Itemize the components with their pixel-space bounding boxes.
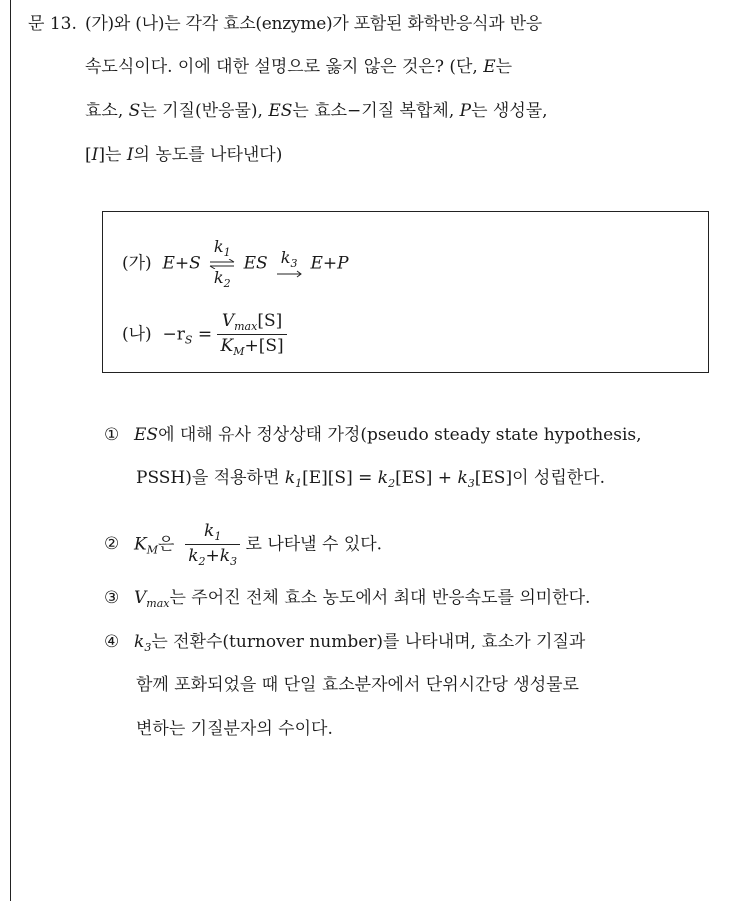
option-2[interactable]: ② $K_M$은 $\frac{k_1}{k_2+k_3}$ 로 나타낼 수 있다. — [104, 521, 383, 569]
page-margin-rule — [10, 0, 11, 901]
question-line-2: 속도식이다. 이에 대한 설명으로 옳지 않은 것은? (단, E는 — [85, 57, 513, 77]
equation-b: (나) $-r_S$ = $\frac{V_{max}[S]}{K_M+[S]}$ — [122, 310, 287, 360]
rate-fraction: $\frac{V_{max}[S]}{K_M+[S]}$ — [217, 310, 286, 360]
question-line-4: [I]는 I의 농도를 나타낸다) — [85, 145, 283, 165]
option-4-line-3: 변하는 기질분자의 수이다. — [136, 719, 333, 739]
equation-a: (가) E+S $k_1$ $k_2$ ES $k_3$ E+P — [122, 237, 349, 291]
equation-box — [102, 211, 709, 373]
forward-arrow: $k_3$ — [273, 249, 305, 278]
question-line-1: (가)와 (나)는 각각 효소(enzyme)가 포함된 화학반응식과 반응 — [85, 14, 542, 34]
question-line-3: 효소, S는 기질(반응물), ES는 효소−기질 복합체, P는 생성물, — [85, 101, 548, 121]
option-1[interactable]: ① ES에 대해 유사 정상상태 가정(pseudo steady state hypothesis, — [104, 425, 642, 445]
option-4-line-2: 함께 포화되었을 때 단일 효소분자에서 단위시간당 생성물로 — [136, 675, 579, 695]
option-3[interactable]: ③ $V_{max}$는 주어진 전체 효소 농도에서 최대 반응속도를 의미한다. — [104, 588, 591, 610]
reversible-arrow: $k_1$ $k_2$ — [206, 238, 238, 290]
option-1-line-2: PSSH)을 적용하면 $k_1[E][S] = k_2[ES] + k_3[ES]$이 성립한다. — [136, 468, 606, 490]
option-4[interactable]: ④ $k_3$는 전환수(turnover number)를 나타내며, 효소가 기질과 — [104, 632, 586, 654]
question-number: 문 13. — [28, 14, 77, 34]
km-fraction: $\frac{k_1}{k_2+k_3}$ — [185, 520, 240, 570]
